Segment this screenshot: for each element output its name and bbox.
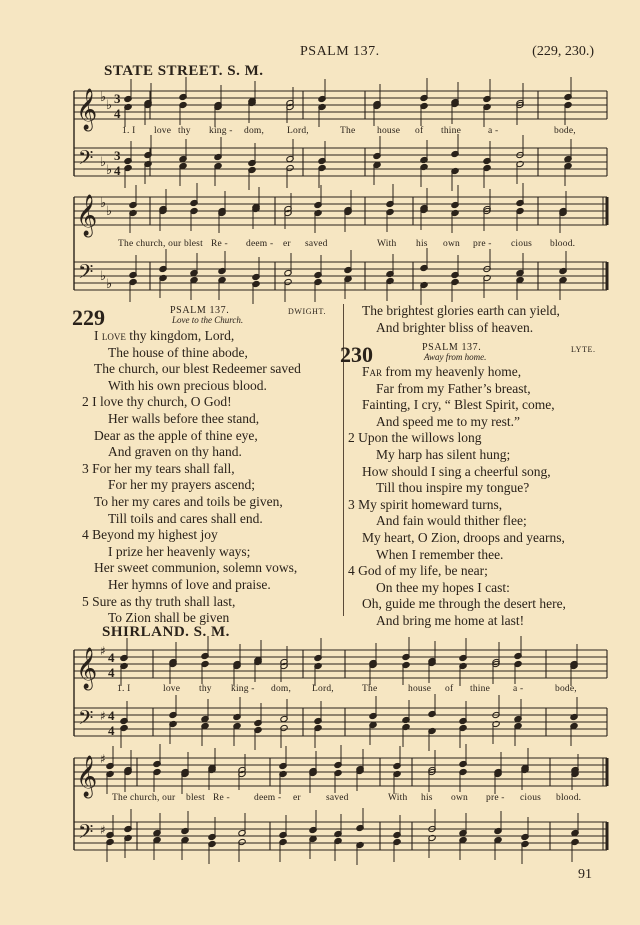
verse-line: I prize her heavenly ways; [108,543,251,559]
verse-line: How should I sing a cheerful song, [362,463,551,479]
lyric-syllable: blood. [556,793,582,803]
hymn-number-range: (229, 230.) [532,44,594,59]
running-head: PSALM 137. [300,44,380,59]
lyric-syllable: thine [441,126,461,136]
lyric-syllable: blest [186,793,205,803]
lyric-syllable: saved [326,793,349,803]
time-signature: 4 [114,106,121,121]
verse-line: For her my prayers ascend; [108,477,255,493]
lyric-syllable: thine [470,684,490,694]
lyric-syllable: cious [511,239,533,249]
bass-staff [74,262,607,290]
verse-line: Her sweet communion, solemn vows, [94,560,298,576]
verse-line: Her hymns of love and praise. [108,576,271,592]
verse-line: And brighter bliss of heaven. [376,319,534,335]
time-signature: 4 [108,708,115,723]
hymn230-subtitle: Away from home. [424,352,487,362]
lyric-syllable: The [362,684,378,694]
lyric-syllable: love [163,684,181,694]
lyric-syllable: The church, our [112,793,176,803]
lyric-syllable: Re - [213,793,230,803]
lyric-syllable: a - [488,126,499,136]
time-signature: 3 [114,91,121,106]
bass-clef-icon: 𝄢 [78,820,94,848]
treble-staff [74,197,607,225]
lyric-syllable: 1. I [117,684,131,694]
lyric-syllable: thy [178,126,191,136]
key-signature-sharp-icon: ♯ [100,752,106,766]
treble-clef-icon: 𝄞 [76,89,98,130]
verse-line: 5 Sure as thy truth shall last, [82,593,236,609]
key-signature-flat-icon: ♭ [100,90,107,105]
bass-clef-icon: 𝄢 [78,706,94,734]
time-signature: 4 [108,723,115,738]
lyric-syllable: love [154,126,172,136]
verse-line: Far from my heavenly home, [362,364,522,379]
tune2-lyrics-line1 [0,684,640,696]
verse-line: My heart, O Zion, droops and yearns, [362,529,565,545]
lyric-syllable: own [451,793,468,803]
verse-line: The house of thine abode, [108,344,248,360]
tune1-lyrics-line1 [0,126,640,138]
verse-line: 3 For her my tears shall fall, [82,460,235,476]
verse-line: To Zion shall be given [108,610,230,626]
lyric-syllable: 1. I [122,126,136,136]
lyric-syllable: pre - [473,239,492,249]
verse-line: 4 God of my life, be near; [348,563,488,579]
lyric-syllable: er [293,793,301,803]
verse-line: 2 Upon the willows long [348,430,482,446]
verse-line: Fainting, I cry, “ Blest Spirit, come, [362,397,555,413]
lyric-syllable: The [340,126,356,136]
treble-clef-icon: 𝄞 [76,195,98,236]
lyric-syllable: his [421,793,433,803]
lyric-syllable: Lord, [287,126,309,136]
hymn230-author: LYTE. [571,345,596,354]
lyric-syllable: king - [231,684,255,694]
key-signature-sharp-icon: ♯ [100,709,106,723]
page-number: 91 [578,867,592,882]
lyric-syllable: his [416,239,428,249]
verse-line: Dear as the apple of thine eye, [94,427,258,443]
verse-line: And speed me to my rest.” [376,413,520,429]
lyric-syllable: Re - [211,239,228,249]
hymn-number-229: 229 [72,305,105,330]
lyric-syllable: deem - [254,793,282,803]
key-signature-flat-icon: ♭ [106,277,113,292]
verse-line: When I remember thee. [376,546,504,562]
key-signature-sharp-icon: ♯ [100,644,106,658]
verse-line: With his own precious blood. [108,377,267,393]
tune2-lyrics-line2 [0,793,640,805]
time-signature: 3 [114,148,121,163]
lyric-syllable: thy [199,684,212,694]
lyric-syllable: The church, our blest [118,239,203,249]
lyric-syllable: dom, [244,126,265,136]
lyric-syllable: of [415,126,424,136]
verse-line: And bring me home at last! [376,612,525,628]
lyric-syllable: With [388,793,408,803]
lyric-syllable: king - [209,126,233,136]
lyric-syllable: deem - [246,239,274,249]
hymn-number-230: 230 [340,342,373,367]
hymn229-subtitle: Love to the Church. [172,315,244,325]
hymn230-psalm: PSALM 137. [422,342,482,353]
verse-line: Far from my Father’s breast, [376,380,531,396]
verse-line: And graven on thy hand. [108,444,242,460]
verse-line: Her walls before thee stand, [108,410,260,426]
lyric-syllable: With [377,239,397,249]
time-signature: 4 [114,163,121,178]
hymn229-psalm: PSALM 137. [170,305,230,316]
tune-title-shirland: SHIRLAND. S. M. [102,624,230,640]
treble-clef-icon: 𝄞 [76,756,98,797]
key-signature-flat-icon: ♭ [106,204,113,219]
time-signature: 4 [108,650,115,665]
lyric-syllable: own [443,239,460,249]
tune1-lyrics-line2 [0,239,640,251]
verse-line: My harp has silent hung; [376,446,511,462]
hymn229-continued [362,303,560,336]
verse-line: On thee my hopes I cast: [376,579,510,595]
lyric-syllable: Lord, [312,684,334,694]
lyric-syllable: cious [520,793,542,803]
lyric-syllable: bode, [555,684,577,694]
verse-line: Oh, guide me through the desert here, [362,596,566,612]
lyric-syllable: of [445,684,454,694]
verse-line: Till thou inspire my tongue? [376,480,530,496]
treble-staff [74,91,607,119]
lyric-syllable: pre - [486,793,505,803]
hymn229-author: DWIGHT. [288,307,327,316]
lyric-syllable: house [408,684,432,694]
hymn229-verses [82,328,301,627]
bass-clef-icon: 𝄢 [78,146,94,174]
key-signature-sharp-icon: ♯ [100,823,106,837]
time-signature: 4 [108,665,115,680]
verse-line: The church, our blest Redeemer saved [94,361,301,377]
key-signature-flat-icon: ♭ [100,196,107,211]
verse-line: To her my cares and toils be given, [94,493,283,509]
hymn230-verses [348,364,566,630]
key-signature-flat-icon: ♭ [106,163,113,178]
tune-title-state-street: STATE STREET. S. M. [104,63,264,79]
lyric-syllable: er [283,239,291,249]
lyric-syllable: saved [305,239,328,249]
verse-line: 2 I love thy church, O God! [82,394,232,410]
key-signature-flat-icon: ♭ [100,269,107,284]
lyric-syllable: bode, [554,126,576,136]
verse-line: 4 Beyond my highest joy [82,527,218,543]
lyric-syllable: house [377,126,401,136]
lyric-syllable: blood. [550,239,576,249]
bass-staff [74,148,607,176]
key-signature-flat-icon: ♭ [100,155,107,170]
lyric-syllable: a - [513,684,524,694]
verse-line: Till toils and cares shall end. [108,510,263,526]
lyric-syllable: dom, [271,684,292,694]
treble-staff [74,650,607,678]
key-signature-flat-icon: ♭ [106,98,113,113]
verse-line: 3 My spirit homeward turns, [348,496,503,512]
verse-line: And fain would thither flee; [376,513,527,529]
verse-line: I love thy kingdom, Lord, [94,328,235,343]
bass-clef-icon: 𝄢 [78,260,94,288]
treble-clef-icon: 𝄞 [76,648,98,689]
bass-staff [74,708,607,736]
verse-line: The brightest glories earth can yield, [362,303,560,318]
